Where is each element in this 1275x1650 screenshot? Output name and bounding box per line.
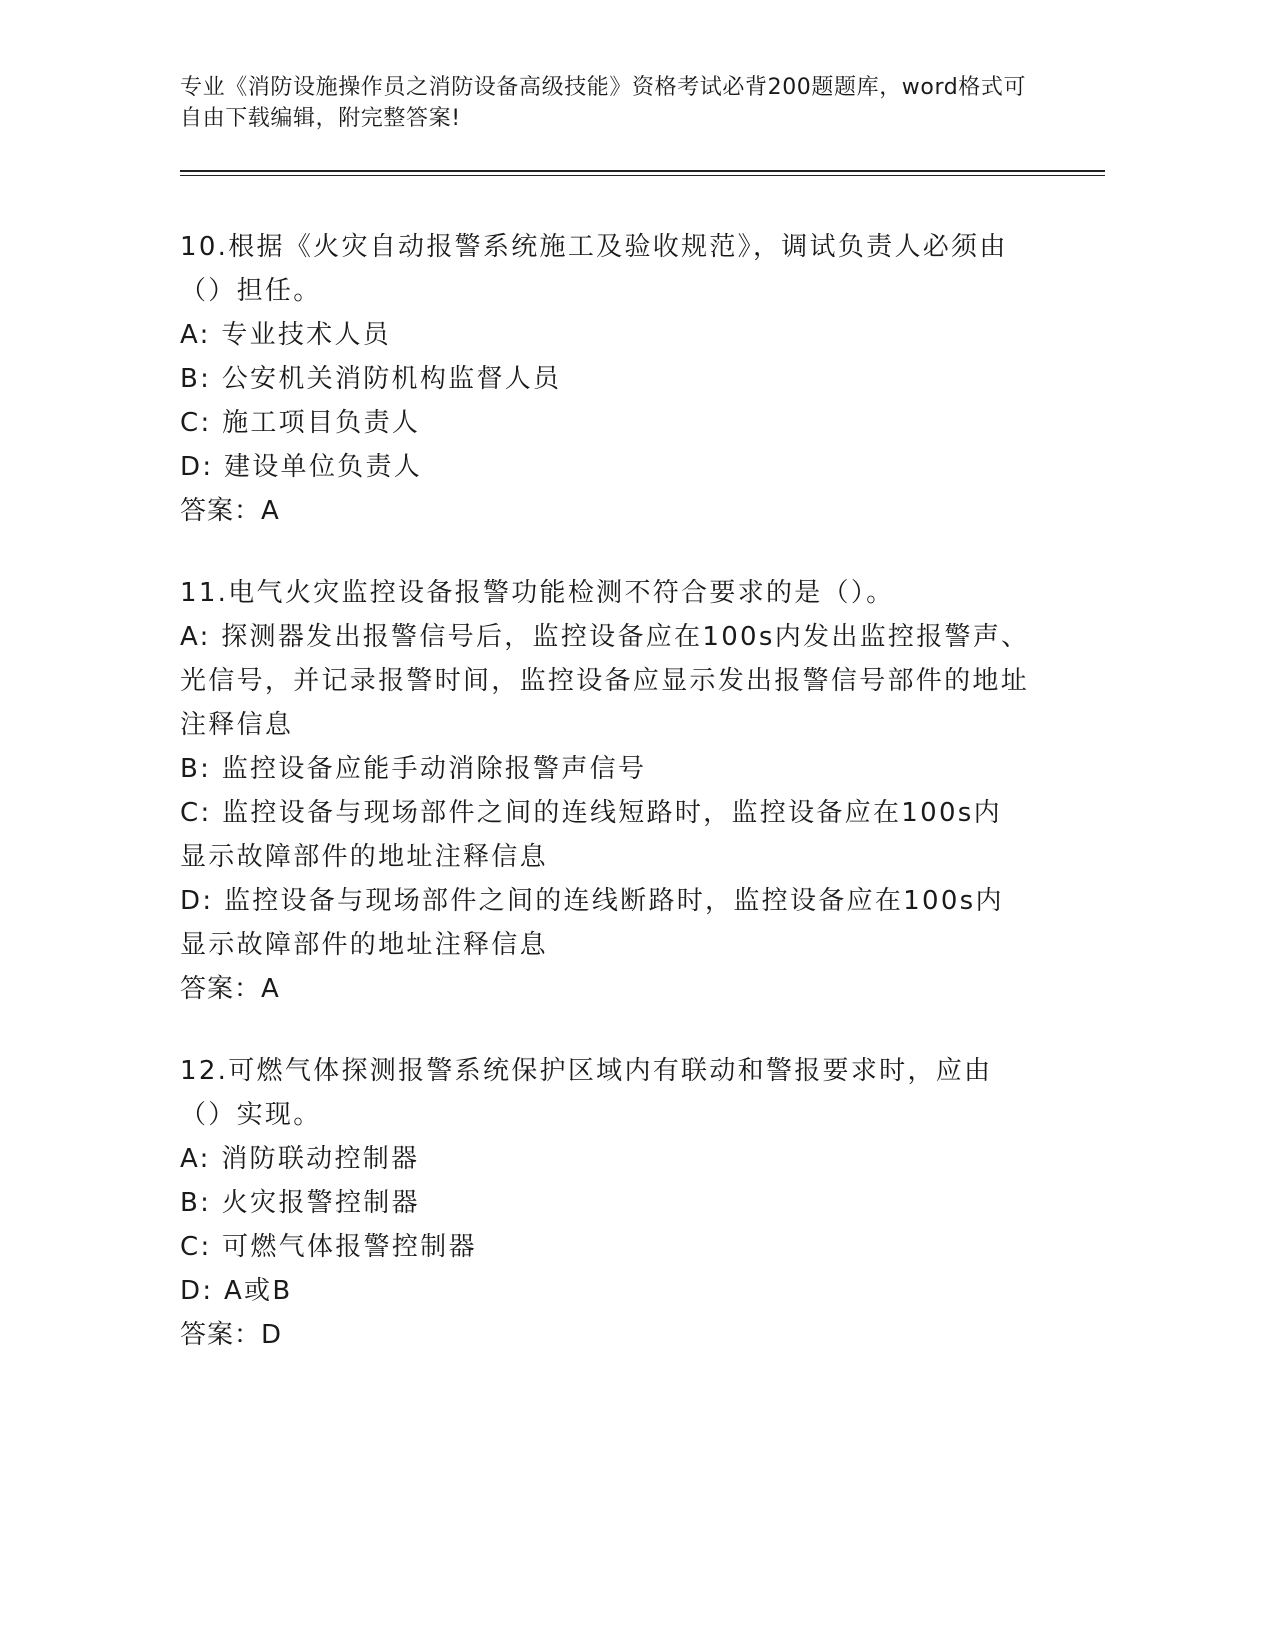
option-b: B: 火灾报警控制器 [180,1188,420,1218]
option-b: B: 监控设备应能手动消除报警声信号 [180,754,647,784]
option-c: C: 可燃气体报警控制器 [180,1232,477,1262]
option-d: D: 建设单位负责人 [180,452,423,482]
option-c: C: 监控设备与现场部件之间的连线短路时，监控设备应在100s内显示故障部件的地址注释信息 [180,798,1002,872]
option-a: A: 消防联动控制器 [180,1144,420,1174]
question-item [180,571,1030,1011]
option-c: C: 施工项目负责人 [180,408,421,438]
header-divider [180,170,1105,176]
question-item [180,1049,1030,1357]
option-a: A: 探测器发出报警信号后，监控设备应在100s内发出监控报警声、光信号，并记录报警时间，监控设备应显示发出报警信号部件的地址注释信息 [180,622,1030,740]
answer-line: 答案：A [180,496,280,526]
question-item [180,225,1030,533]
option-b: B: 公安机关消防机构监督人员 [180,364,562,394]
question-stem: 11.电气火灾监控设备报警功能检测不符合要求的是（）。 [180,578,895,608]
option-d: D: A或B [180,1276,293,1306]
option-a: A: 专业技术人员 [180,320,392,350]
question-stem: 12.可燃气体探测报警系统保护区域内有联动和警报要求时，应由（）实现。 [180,1056,993,1130]
answer-line: 答案：A [180,974,280,1004]
question-stem: 10.根据《火灾自动报警系统施工及验收规范》，调试负责人必须由（）担任。 [180,232,1008,306]
question-list [180,225,1030,1395]
document-header: 专业《消防设施操作员之消防设备高级技能》资格考试必背200题题库，word格式可自由下载编辑，附完整答案! [180,75,1027,131]
option-d: D: 监控设备与现场部件之间的连线断路时，监控设备应在100s内显示故障部件的地址注释信息 [180,886,1004,960]
answer-line: 答案：D [180,1320,283,1350]
